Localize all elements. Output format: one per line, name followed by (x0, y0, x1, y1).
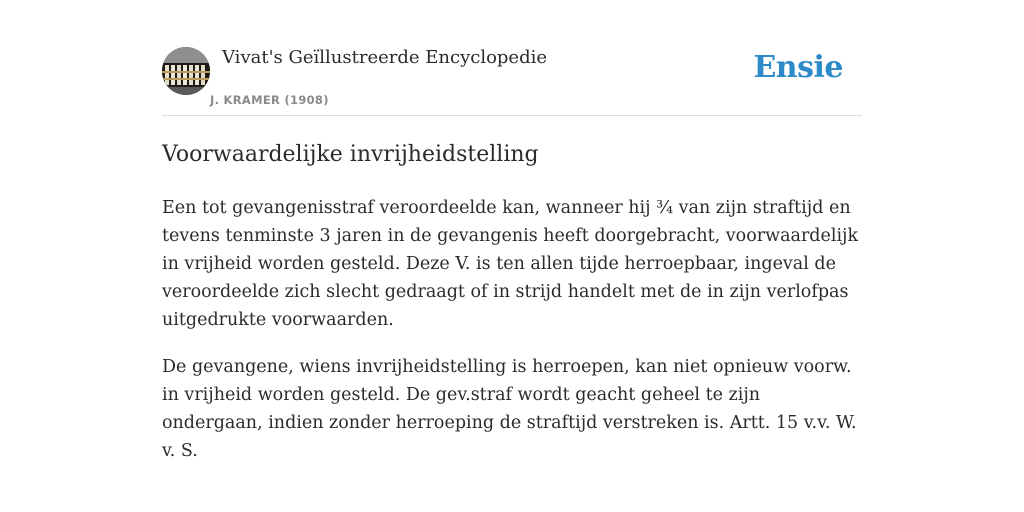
brand-logo[interactable]: Ensie (753, 50, 843, 85)
source-header (162, 40, 862, 116)
entry-paragraph: Een tot gevangenisstraf veroordeelde kan, wanneer hij ¾ van zijn straftijd en tevens tenminste 3 jaren in de gevangenis heeft doorgebracht, voorwaardelijk in vrijheid worden gesteld. Deze V. is ten allen tijde herroepbaar, ingeval de veroordeelde zich slecht gedraagt of in strijd handelt met de in zijn verlofpas uitgedrukte voorwaarden. (162, 198, 859, 330)
entry-body (162, 194, 862, 465)
entry-paragraph: De gevangene, wiens invrijheidstelling is herroepen, kan niet opnieuw voorw. in vrijheid worden gesteld. De gev.straf wordt geacht geheel te zijn ondergaan, indien zonder herroeping de straftijd verstreken is. Artt. 15 v.v. W. v. S. (162, 357, 857, 461)
book-spines-icon[interactable] (162, 47, 210, 95)
book-author: J. KRAMER (1908) (210, 93, 329, 107)
book-title[interactable]: Vivat's Geïllustreerde Encyclopedie (222, 47, 548, 68)
entry-card (162, 40, 862, 465)
entry-title: Voorwaardelijke invrijheidstelling (162, 142, 539, 167)
